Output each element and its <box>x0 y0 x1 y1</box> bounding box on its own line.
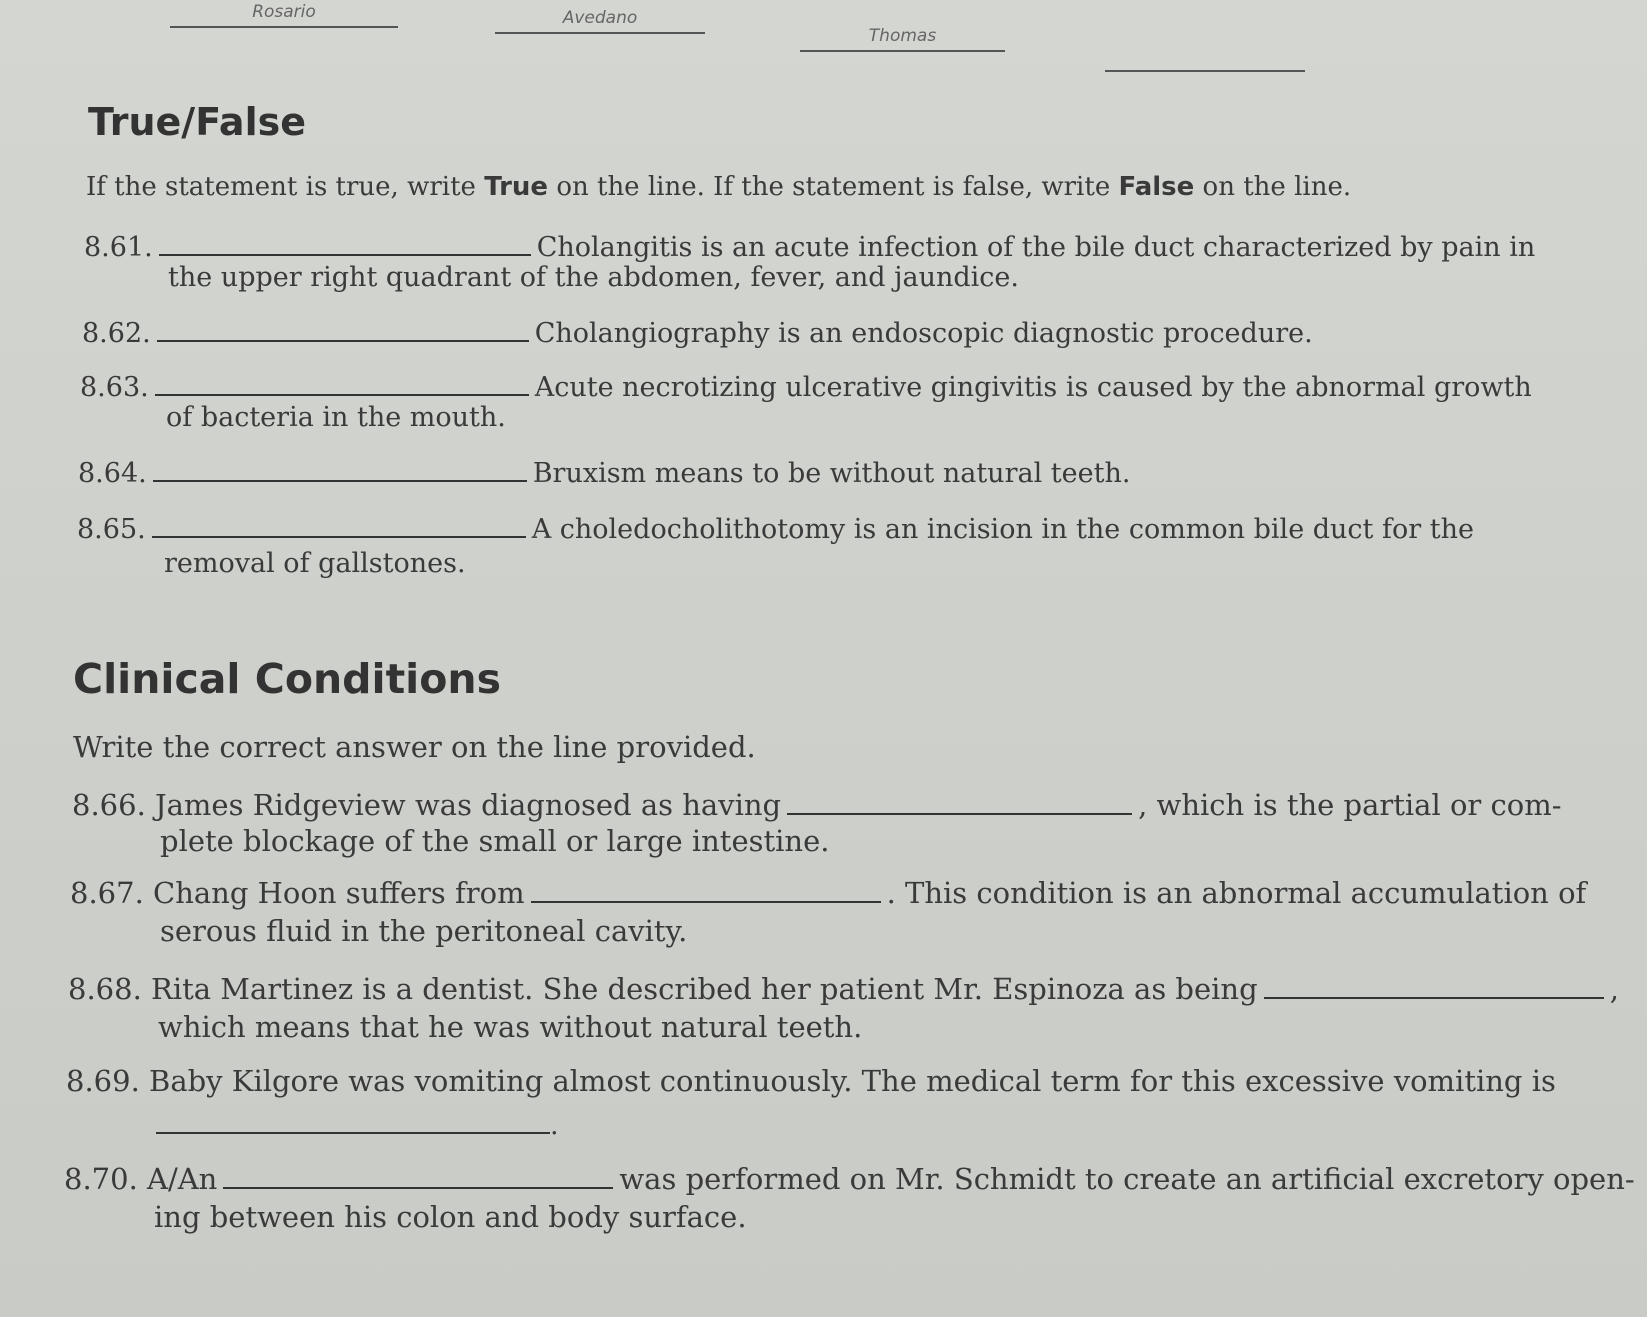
item-text-before: Baby Kilgore was vomiting almost continuously. The medical term for this excessive vomiting is <box>149 1064 1556 1098</box>
header-line-3: Thomas <box>800 24 1005 52</box>
item-text-after: . This condition is an abnormal accumulation of <box>886 876 1587 910</box>
item-number: 8.61. <box>84 232 153 263</box>
header-line-4 <box>1105 44 1305 72</box>
item-text-before: A/An <box>147 1162 218 1196</box>
cc-item-8-66-continued: plete blockage of the small or large intestine. <box>160 824 830 858</box>
answer-blank[interactable] <box>155 372 529 396</box>
item-text-after: , which is the partial or com- <box>1138 788 1562 822</box>
header-line-2: Avedano <box>495 6 705 34</box>
header-name-lines <box>170 0 1310 80</box>
cc-item-8-70-continued: ing between his colon and body surface. <box>154 1200 747 1234</box>
item-text-after: was performed on Mr. Schmidt to create an artificial excretory open- <box>619 1162 1635 1196</box>
tf-item-8-61 <box>84 232 1535 263</box>
item-text-after: . <box>550 1110 559 1141</box>
clinical-conditions-heading: Clinical Conditions <box>73 655 501 703</box>
cc-item-8-68-continued: which means that he was without natural teeth. <box>158 1010 863 1044</box>
tf-item-8-64 <box>78 458 1130 489</box>
tf-item-8-62 <box>82 318 1313 349</box>
item-number: 8.67. <box>70 876 144 910</box>
item-text-after: , <box>1609 972 1619 1006</box>
item-text-before: Chang Hoon suffers from <box>153 876 525 910</box>
instructions-part-1: If the statement is true, write <box>86 172 485 202</box>
cc-item-8-69-answer-line <box>156 1110 559 1141</box>
item-number: 8.70. <box>64 1162 138 1196</box>
item-number: 8.63. <box>80 372 149 403</box>
answer-blank[interactable] <box>152 514 526 538</box>
answer-blank[interactable] <box>531 879 881 903</box>
cc-item-8-70 <box>64 1162 1635 1196</box>
clinical-instructions: Write the correct answer on the line provided. <box>73 730 756 764</box>
answer-blank[interactable] <box>156 1110 550 1134</box>
answer-blank[interactable] <box>1264 975 1604 999</box>
item-text: Cholangiography is an endoscopic diagnostic procedure. <box>534 318 1313 349</box>
answer-blank[interactable] <box>223 1165 613 1189</box>
tf-item-8-63-continued: of bacteria in the mouth. <box>166 402 506 433</box>
item-number: 8.65. <box>77 514 146 545</box>
answer-blank[interactable] <box>787 791 1132 815</box>
cc-item-8-68 <box>68 972 1619 1006</box>
item-number: 8.66. <box>72 788 146 822</box>
item-number: 8.64. <box>78 458 147 489</box>
answer-blank[interactable] <box>153 458 527 482</box>
item-number: 8.62. <box>82 318 151 349</box>
instructions-part-3: on the line. <box>1194 172 1352 202</box>
item-text: Cholangitis is an acute infection of the bile duct characterized by pain in <box>536 232 1536 263</box>
header-line-1: Rosario <box>170 0 398 28</box>
item-number: 8.69. <box>66 1064 140 1098</box>
cc-item-8-67 <box>70 876 1586 910</box>
instructions-part-2: on the line. If the statement is false, write <box>548 172 1119 202</box>
tf-item-8-61-continued: the upper right quadrant of the abdomen, fever, and jaundice. <box>168 262 1019 293</box>
item-text: A choledocholithotomy is an incision in the common bile duct for the <box>531 514 1474 545</box>
tf-item-8-63 <box>80 372 1532 403</box>
item-text: Bruxism means to be without natural teeth. <box>532 458 1131 489</box>
cc-item-8-69 <box>66 1064 1556 1098</box>
tf-item-8-65 <box>77 514 1474 545</box>
item-text: Acute necrotizing ulcerative gingivitis is caused by the abnormal growth <box>534 372 1532 403</box>
cc-item-8-66 <box>72 788 1562 822</box>
cc-item-8-67-continued: serous fluid in the peritoneal cavity. <box>160 914 688 948</box>
answer-blank[interactable] <box>157 318 529 342</box>
item-text-before: Rita Martinez is a dentist. She described her patient Mr. Espinoza as being <box>151 972 1258 1006</box>
false-word: False <box>1118 172 1195 202</box>
true-word: True <box>484 172 549 202</box>
true-false-instructions <box>86 172 1351 202</box>
item-text-before: James Ridgeview was diagnosed as having <box>155 788 782 822</box>
true-false-heading: True/False <box>88 100 306 144</box>
answer-blank[interactable] <box>159 232 531 256</box>
tf-item-8-65-continued: removal of gallstones. <box>164 548 466 579</box>
item-number: 8.68. <box>68 972 142 1006</box>
